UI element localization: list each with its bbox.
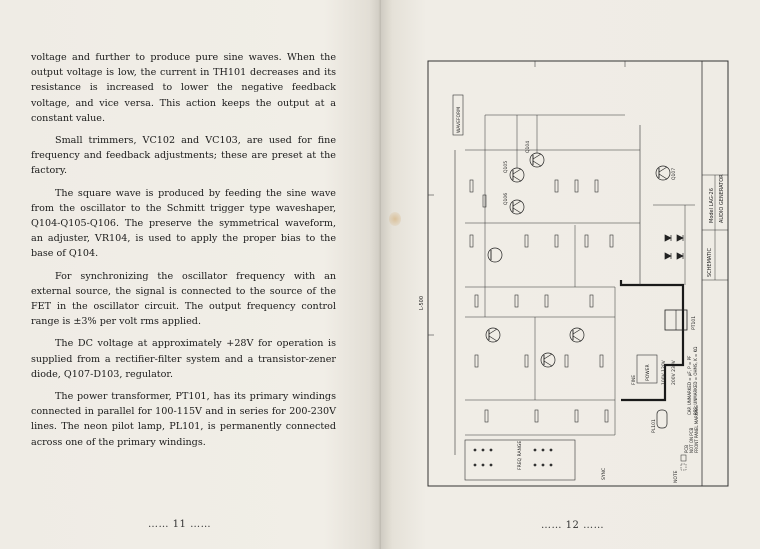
freq-range-switch	[465, 440, 575, 480]
title-model: Model LAG-26	[709, 188, 715, 223]
power-label: POWER	[646, 364, 651, 381]
side-number: L-500	[419, 295, 425, 310]
paragraph-6: The power transformer, PT101, has its primary windings connected in parallel for 100-115V and in series for 200-230V lines. The neon pilot lamp, PL101, is permanently connected across one of the primary windings.	[31, 391, 336, 448]
q104-label: Q104	[526, 140, 531, 153]
waveform-label: WAVEFORM	[457, 106, 462, 133]
transistor-q107	[656, 166, 670, 180]
paragraph-3: The square wave is produced by feeding the sine wave from the oscillator to the Schmitt trigger type waveshaper, Q104-Q105-Q106. The preserve the symmetrical waveform, an adjuster, VR104, is used to apply the proper bias to the base of Q104.	[31, 187, 336, 260]
fet-transistor	[488, 248, 502, 262]
q106-label: Q106	[504, 192, 509, 205]
schematic-drawing	[419, 55, 750, 495]
title-type: SCHEMATIC	[707, 248, 713, 277]
fine-label: FINE	[632, 374, 637, 385]
note-pcb: PCB	[684, 445, 689, 453]
rectifier-diodes	[665, 235, 683, 259]
page-number-left: …… 11 ……	[148, 519, 212, 530]
transistor-q106	[510, 200, 524, 214]
pl101-label: PL101	[652, 419, 657, 433]
title-name: AUDIO GENERATOR	[719, 174, 725, 223]
freq-range-label: FREQ RANGE	[518, 440, 523, 470]
paragraph-4: For synchronizing the oscillator frequency with an external source, the signal is connected to the source of the FET in the oscillator circuit. The output frequency control range is ±3% per volt rms applied.	[31, 270, 336, 328]
resistor-array	[470, 180, 613, 422]
q105-label: Q105	[504, 160, 509, 173]
page-number-right: …… 12 ……	[541, 520, 605, 531]
waveform-switch	[453, 95, 463, 135]
paper-stain	[389, 212, 401, 226]
paragraph-5: The DC voltage at approximately +28V for operation is supplied from a rectifier-filter system and a transistor-zener diode, Q107-D103, regulator.	[31, 338, 336, 380]
note-heading: NOTE	[674, 470, 679, 483]
transistor-q105	[510, 168, 524, 182]
circuit-schematic	[419, 55, 750, 495]
transistor-q104	[530, 153, 544, 167]
power-switch	[637, 355, 657, 383]
paragraph-2: Small trimmers, VC102 and VC103, are used for fine frequency and feedback adjustments; these are preset at the factory.	[31, 135, 336, 177]
note-not-on-pcb: NOT ON PCB	[689, 427, 694, 453]
mains-label: 200V 230V	[672, 360, 677, 385]
sync-label: SYNC	[602, 467, 607, 480]
pilot-lamp	[651, 410, 667, 433]
misc-wiring	[485, 115, 695, 435]
paragraph-1: voltage and further to produce pure sine waves. When the output voltage is low, the current in TH101 decreases and its resistance is increased to lower the negative feedback voltage, and vice versa. This action keeps the output at a constant value.	[31, 52, 336, 124]
power-transformer	[665, 310, 697, 330]
note-front-panel: FRONT PANEL MARKING	[694, 405, 699, 453]
transistor-q102	[486, 328, 500, 342]
pt101-label: PT101	[692, 315, 697, 330]
transistor-q101	[541, 353, 555, 367]
note-res: RES. UNMARKED = OHMS, K = KΩ	[693, 346, 698, 415]
body-text	[31, 50, 336, 457]
note-cap: CAP. UNMARKED = μF, P = PF	[687, 355, 692, 415]
transistor-q103	[570, 328, 584, 342]
q107-label: Q107	[672, 167, 677, 180]
voltage-selector-label: 100V 120V	[662, 360, 667, 385]
